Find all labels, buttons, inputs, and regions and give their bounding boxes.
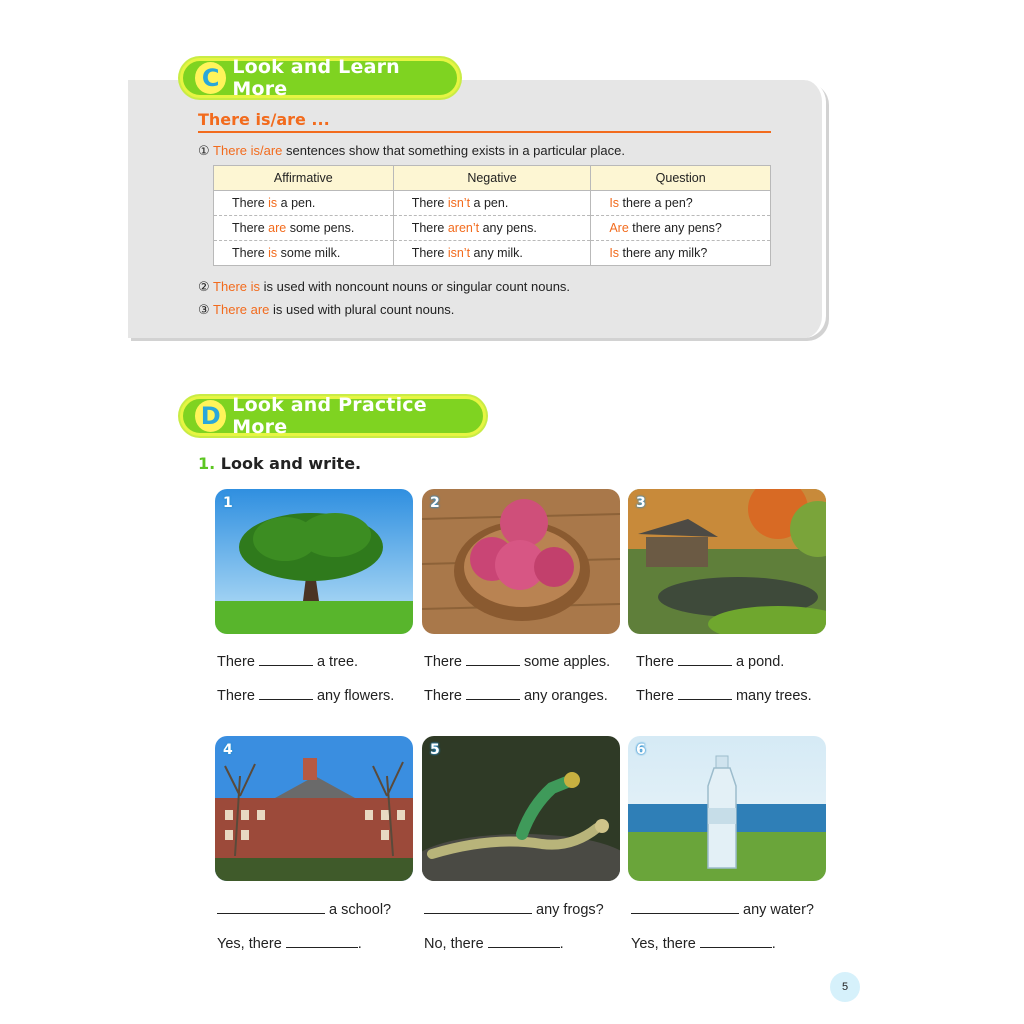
note-highlight: There is (213, 279, 261, 294)
note-number: ③ (198, 302, 210, 317)
table-cell: There is some milk. (214, 241, 394, 266)
note-text: sentences show that something exists in a particular place. (282, 143, 625, 158)
sentence-3a: There a pond. (636, 654, 785, 670)
header-negative: Negative (393, 166, 591, 191)
table-cell: There aren’t any pens. (393, 216, 591, 241)
picture-number: 2 (430, 495, 440, 511)
answer-blank[interactable] (466, 688, 520, 700)
note-3 (198, 302, 454, 318)
title-underline (198, 131, 771, 133)
header-question: Question (591, 166, 771, 191)
answer-blank[interactable] (259, 654, 313, 666)
table-cell: There isn’t any milk. (393, 241, 591, 266)
table-cell: There isn’t a pen. (393, 191, 591, 216)
table-cell: Is there any milk? (591, 241, 771, 266)
note-number: ② (198, 279, 210, 294)
answer-blank[interactable] (217, 902, 325, 914)
section-title-d: Look and Practice More (232, 394, 427, 438)
table-cell: There is a pen. (214, 191, 394, 216)
sentence-4a: a school? (217, 902, 391, 918)
exercise-number: 1. (198, 454, 216, 473)
section-d-banner (180, 396, 486, 436)
table-row (214, 241, 771, 266)
note-highlight: There are (213, 302, 270, 317)
answer-blank[interactable] (424, 902, 532, 914)
picture-number: 6 (636, 742, 646, 758)
section-title-c: Look and Learn More (232, 56, 400, 100)
section-letter-c: C (195, 62, 226, 94)
answer-blank[interactable] (286, 936, 358, 948)
lizards-photo (422, 736, 620, 881)
section-letter-d: D (195, 400, 226, 432)
note-highlight: There is/are (213, 143, 283, 158)
sentence-1a: There a tree. (217, 654, 359, 670)
school-building-photo (215, 736, 413, 881)
table-cell: Are there any pens? (591, 216, 771, 241)
answer-blank[interactable] (678, 654, 732, 666)
table-cell: Is there a pen? (591, 191, 771, 216)
picture-number: 5 (430, 742, 440, 758)
grammar-title: There is/are ... (198, 110, 330, 129)
water-bottle-photo (628, 736, 826, 881)
note-1 (198, 143, 625, 159)
sentence-6b: Yes, there . (631, 936, 776, 952)
sentence-5a: any frogs? (424, 902, 604, 918)
note-2 (198, 279, 570, 295)
picture-number: 4 (223, 742, 233, 758)
sentence-5b: No, there . (424, 936, 564, 952)
exercise-instruction (198, 454, 361, 473)
answer-blank[interactable] (259, 688, 313, 700)
answer-blank[interactable] (678, 688, 732, 700)
picture-number: 3 (636, 495, 646, 511)
answer-blank[interactable] (466, 654, 520, 666)
sentence-2b: There any oranges. (424, 688, 608, 704)
answer-blank[interactable] (631, 902, 739, 914)
answer-blank[interactable] (700, 936, 772, 948)
pond-garden-photo (628, 489, 826, 634)
sentence-1b: There any flowers. (217, 688, 395, 704)
note-text: is used with plural count nouns. (269, 302, 455, 317)
sentence-2a: There some apples. (424, 654, 611, 670)
table-row (214, 216, 771, 241)
picture-number: 1 (223, 495, 233, 511)
grammar-table (213, 165, 771, 266)
tree-photo (215, 489, 413, 634)
note-text: is used with noncount nouns or singular count nouns. (260, 279, 571, 294)
answer-blank[interactable] (488, 936, 560, 948)
exercise-text: Look and write. (215, 454, 362, 473)
section-c-banner (180, 58, 460, 98)
sentence-6a: any water? (631, 902, 814, 918)
apples-basket-photo (422, 489, 620, 634)
note-number: ① (198, 143, 210, 158)
sentence-4b: Yes, there . (217, 936, 362, 952)
table-row (214, 191, 771, 216)
header-affirmative: Affirmative (214, 166, 394, 191)
table-cell: There are some pens. (214, 216, 394, 241)
page-number: 5 (830, 972, 860, 1002)
sentence-3b: There many trees. (636, 688, 812, 704)
